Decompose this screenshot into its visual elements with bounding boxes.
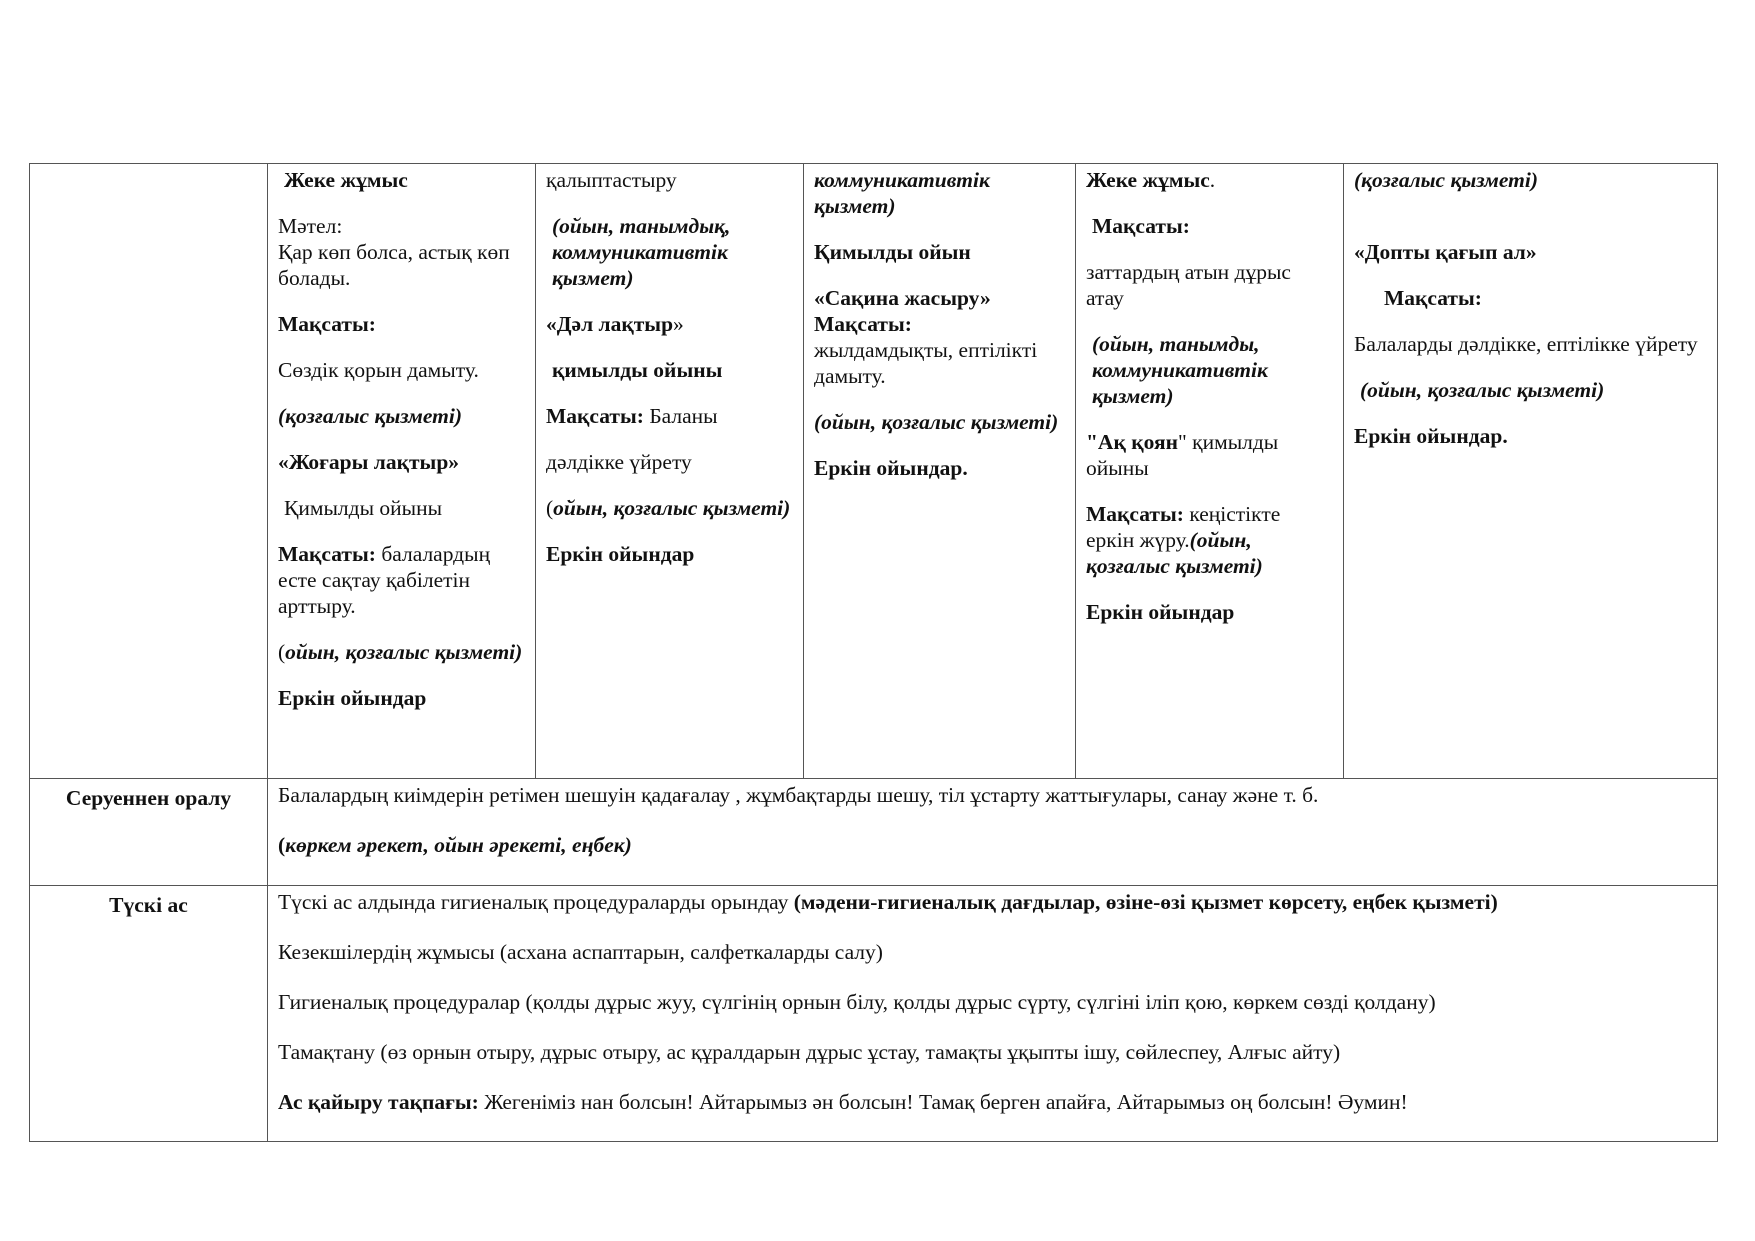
col2-goal-label: Мақсаты: xyxy=(546,404,644,428)
document-page xyxy=(29,163,1717,1142)
table-row-lunch xyxy=(30,886,1718,1142)
lunch-line1-text: Түскі ас алдында гигиеналық процедураларды орындау xyxy=(278,890,794,914)
col5-goal-text: Балаларды дәлдікке, ептілікке үйрету xyxy=(1354,332,1698,356)
cell-col1 xyxy=(268,164,536,779)
col5-game-title: «Допты қағып ал» xyxy=(1354,240,1537,264)
col1-goal2-text: балалардың есте сақтау қабілетін арттыру. xyxy=(278,542,491,618)
col1-game-title: «Жоғары лақтыр» xyxy=(278,450,460,474)
col1-heading: Жеке жұмыс xyxy=(284,168,408,192)
cell-col5 xyxy=(1344,164,1718,779)
row-label-lunch: Түскі ас xyxy=(30,886,268,1142)
col4-goal2-label: Мақсаты: xyxy=(1086,502,1184,526)
col3-free-games: Еркін ойындар. xyxy=(814,456,968,480)
col2-goal-text2: дәлдікке үйрету xyxy=(546,450,692,474)
col1-activity2-open: ( xyxy=(278,640,286,664)
col1-goal-text: Сөздік қорын дамыту. xyxy=(278,358,479,382)
col1-goal2-label: Мақсаты: xyxy=(278,542,376,566)
col4-heading: Жеке жұмыс xyxy=(1086,168,1210,192)
lunch-line3: Гигиеналық процедуралар (қолды дұрыс жуу, сүлгінің орнын білу, қолды дұрыс сүрту, сүлгіні іліп қою, көркем сөзді қолдану) xyxy=(278,990,1436,1014)
col3-goal-text: жылдамдықты, ептілікті дамыту. xyxy=(814,338,1038,388)
col3-game-type: Қимылды ойын xyxy=(814,240,971,264)
schedule-table xyxy=(29,163,1718,1142)
col4-goal2-text: кеңістікте еркін жүру. xyxy=(1086,502,1281,552)
col4-game-rest: " қимылды ойыны xyxy=(1086,430,1279,480)
col1-activity2: ойын, қозғалыс қызметі) xyxy=(285,640,523,664)
col5-goal-label: Мақсаты: xyxy=(1384,286,1482,310)
cell-col4 xyxy=(1076,164,1344,779)
lunch-line2: Кезекшілердің жұмысы (асхана аспаптарын, салфеткаларды салу) xyxy=(278,940,883,964)
col4-game-title: "Ақ қоян xyxy=(1086,430,1178,454)
col2-goal-text: Баланы xyxy=(643,404,718,428)
col4-goal-text: заттардың атын дұрыс атау xyxy=(1086,260,1291,310)
return-from-walk-activity-open: ( xyxy=(278,833,286,857)
lunch-line1-bold: (мәдени-гигиеналық дағдылар, өзіне-өзі қызмет көрсету, еңбек қызметі) xyxy=(793,890,1498,914)
col2-cont: қалыптастыру xyxy=(546,168,677,192)
col4-activity1: (ойын, танымды, коммуникативтік қызмет) xyxy=(1092,332,1268,408)
table-row-activities xyxy=(30,164,1718,779)
cell-col3 xyxy=(804,164,1076,779)
col1-matel-text: Қар көп болса, астық көп болады. xyxy=(278,240,510,290)
col1-game-type: Қимылды ойыны xyxy=(284,496,443,520)
col2-activity2-open: ( xyxy=(546,496,554,520)
col1-matel-label: Мәтел: xyxy=(278,214,343,238)
table-row-return-from-walk xyxy=(30,779,1718,886)
col2-game-title: «Дәл лақтыр xyxy=(546,312,674,336)
return-from-walk-activity: көркем әрекет, ойын әрекеті, еңбек) xyxy=(285,833,632,857)
col1-activity1: (қозғалыс қызметі) xyxy=(278,404,462,428)
lunch-line5-bold: Ас қайыру тақпағы: xyxy=(278,1090,479,1114)
lunch-line4: Тамақтану (өз орнын отыру, дұрыс отыру, ас құралдарын дұрыс ұстау, тамақты ұқыпты ішу, сөйлеспеу, Алғыс айту) xyxy=(278,1040,1341,1064)
row-label-return-from-walk: Серуеннен оралу xyxy=(30,779,268,886)
col2-game-type: қимылды ойыны xyxy=(552,358,723,382)
col1-free-games: Еркін ойындар xyxy=(278,686,427,710)
col4-goal-label: Мақсаты: xyxy=(1092,214,1190,238)
col2-activity2: ойын, қозғалыс қызметі) xyxy=(553,496,791,520)
lunch-line5-text: Жегеніміз нан болсын! Айтарымыз ән болсын! Тамақ берген апайға, Айтарымыз оң болсын! Әумин! xyxy=(478,1090,1408,1114)
col3-activity: (ойын, қозғалыс қызметі) xyxy=(814,410,1059,434)
col3-goal-label: Мақсаты: xyxy=(814,312,912,336)
row-label-empty xyxy=(30,164,268,779)
col4-heading-dot: . xyxy=(1209,168,1216,192)
col2-game-title-close: » xyxy=(673,312,684,336)
col1-goal-label: Мақсаты: xyxy=(278,312,376,336)
col5-activity: (ойын, қозғалыс қызметі) xyxy=(1360,378,1605,402)
col4-activity2: (ойын, қозғалыс қызметі) xyxy=(1086,528,1263,578)
col4-free-games: Еркін ойындар xyxy=(1086,600,1235,624)
cell-return-from-walk xyxy=(268,779,1718,886)
col2-free-games: Еркін ойындар xyxy=(546,542,695,566)
col3-game-title: «Сақина жасыру» xyxy=(814,286,991,310)
col3-cont: коммуникативтік қызмет) xyxy=(814,168,990,218)
col5-cont: (қозғалыс қызметі) xyxy=(1354,168,1538,192)
col2-activity1: (ойын, танымдық, коммуникативтік қызмет) xyxy=(552,214,731,290)
cell-col2 xyxy=(536,164,804,779)
col5-free-games: Еркін ойындар. xyxy=(1354,424,1508,448)
cell-lunch xyxy=(268,886,1718,1142)
return-from-walk-text: Балалардың киімдерін ретімен шешуін қадағалау , жұмбақтарды шешу, тіл ұстарту жаттығулары, санау және т. б. xyxy=(278,783,1319,807)
